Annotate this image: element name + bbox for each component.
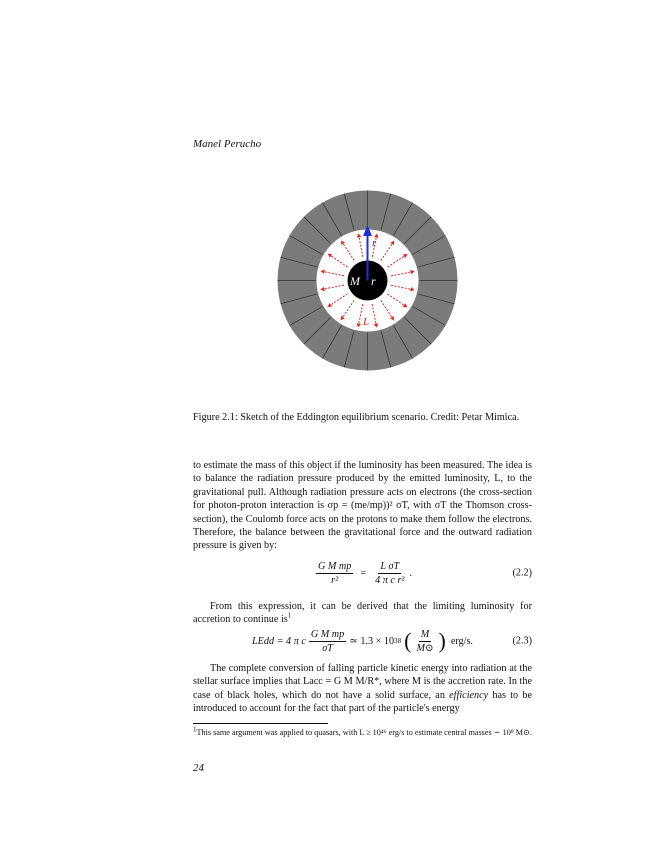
radius-label: r	[372, 237, 377, 249]
paragraph-2: From this expression, it can be derived that the limiting luminosity for accretion to continue $is^1$	[193, 601, 532, 626]
equation-number-2-2: (2.2)	[512, 567, 532, 579]
eddington-figure	[275, 188, 460, 373]
mass-label: M	[350, 274, 360, 288]
page-number: 24	[193, 762, 204, 774]
eq22-rhs: $\frac{\text{L σT}}{\text{4 π c r²}}$	[375, 560, 405, 586]
footnote: $^1$This same argument was applied to quasars, with L ≥ 10⁴⁶ erg/s to estimate central masses ∼ 10⁸ M⊙.	[193, 725, 532, 737]
eq22-lhs: $\frac{\text{G M mp}}{\text{r²}}$	[317, 560, 352, 586]
equation-2-2: $\frac{\text{G M mp}}{\text{r²}}$ = $\frac{\text{L σT}}{\text{4 π c r²}}$ . (2.2)	[317, 560, 532, 586]
footnote-ref: 1	[287, 612, 292, 621]
luminosity-label: L	[363, 316, 370, 328]
paragraph-3: The complete conversion of falling particle kinetic energy into radiation at the stellar surface implies that Lacc = G M M/R*, where M is the accretion rate. In the case of black holes, which do not have a solid surface, an efficiency has to be introduced to account for the fact that part of the particle's energy	[193, 663, 533, 715]
footnote-rule	[193, 723, 328, 724]
eq23-frac: $\frac{\text{G M mp}}{\sigma T}$	[310, 628, 345, 654]
figure-caption: Figure 2.1: Sketch of the Eddington equilibrium scenario. Credit: Petar Mimica.	[193, 412, 520, 423]
running-head: Manel Perucho	[193, 138, 262, 150]
equation-number-2-3: (2.3)	[512, 635, 532, 647]
eq23-mass-ratio: $\frac{M}{M⊙}$	[416, 628, 434, 654]
radius-label-core: r	[371, 274, 376, 288]
equation-2-3: LEdd = 4 π c $\frac{\text{G M mp}}{\sigma T}$ ≃ 1.3 × 10 38 ( $\frac{M}{M⊙}$ ) erg/s. (2.3)	[252, 628, 532, 654]
paragraph-1: to estimate the mass of this object if the luminosity has been measured. The idea is to balance the radiation pressure produced by the emitted luminosity, L, to the gravitational pull. Although radiation pressure acts on electrons (the cross-section for photon-proton interaction is σp = (me/mp))² σT, with σT the Thomson cross-section), the Coulomb force acts on the protons to make them follow the electrons. Therefore, the balance between the gravitational force and the outward radiation pressure is given by:	[193, 460, 532, 552]
